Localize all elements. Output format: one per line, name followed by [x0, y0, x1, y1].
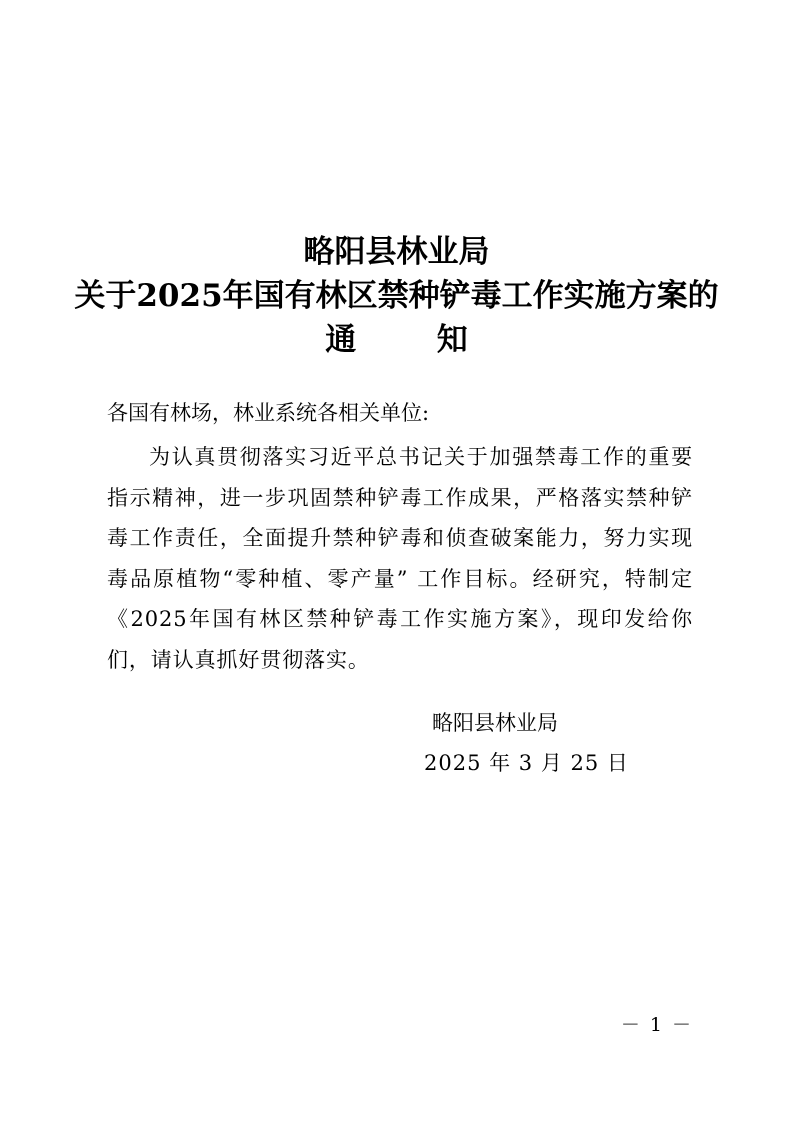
title-subject: 关于2025年国有林区禁种铲毒工作实施方案的 [74, 278, 719, 314]
title-notice: 通知 [325, 322, 549, 358]
document-title [0, 230, 793, 362]
signature-date: 2025 年 3 月 25 日 [424, 751, 629, 775]
page-number: － 1 － [620, 1014, 693, 1036]
signature-block [424, 703, 629, 783]
body-paragraph: 为认真贯彻落实习近平总书记关于加强禁毒工作的重要指示精神，进一步巩固禁种铲毒工作成果，严格落实禁种铲毒工作责任，全面提升禁种铲毒和侦查破案能力，努力实现毒品原植物“零种植、零产量” 工作目标。经研究，特制定《2025年国有林区禁种铲毒工作实施方案》，现印发给你们，请认真抓好贯彻落实。 [107, 445, 693, 672]
title-issuer: 略阳县林业局 [303, 234, 490, 270]
signature-organization: 略阳县林业局 [432, 711, 558, 735]
salutation: 各国有林场，林业系统各相关单位: [107, 401, 430, 425]
